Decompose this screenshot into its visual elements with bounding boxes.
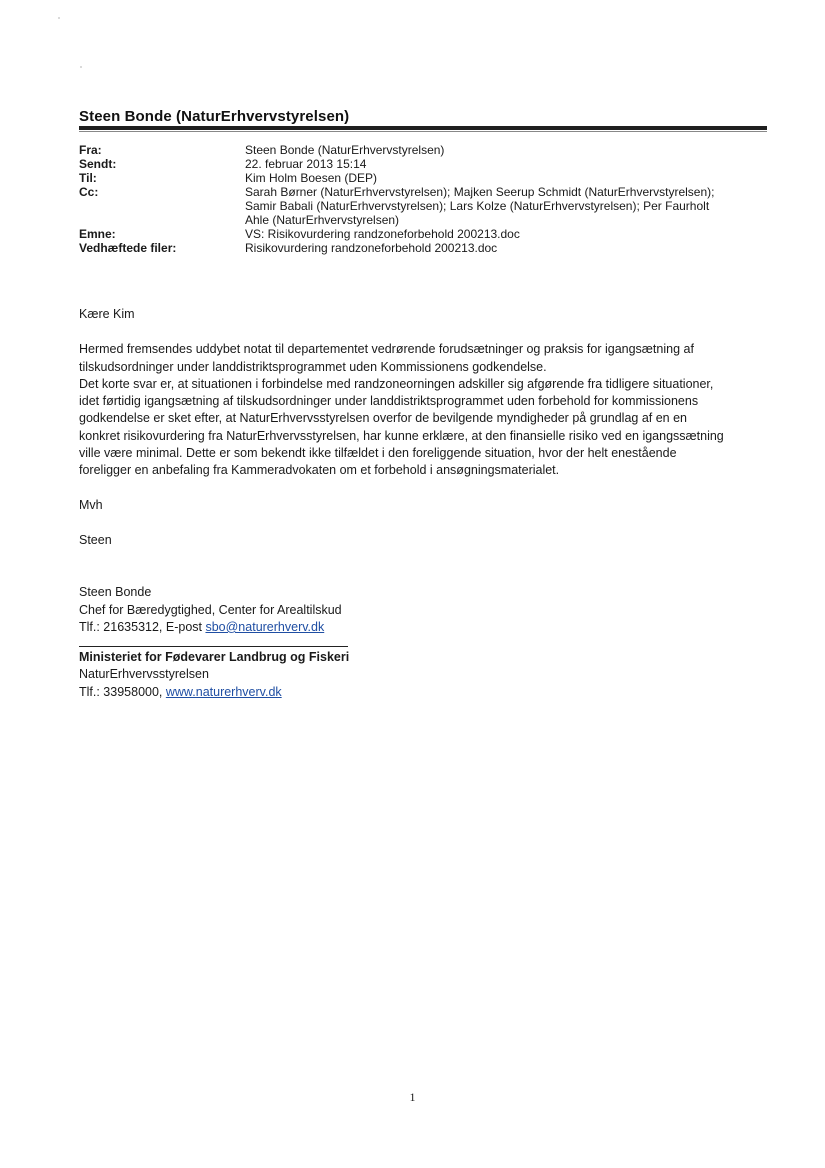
header-label: Fra: (79, 143, 102, 157)
header-label: Til: (79, 171, 97, 185)
header-row-from (79, 143, 769, 157)
header-value: Risikovurdering randzoneforbehold 200213.doc (245, 241, 498, 255)
body-line: idet førtidig igangsætning af tilskudsordninger under landdistriktsprogrammet uden forbehold for kommissionens (79, 394, 699, 409)
body-line: konkret risikovurdering fra NaturErhvervsstyrelsen, har kunne erklære, at den finansielle risiko ved en igangssætning (79, 428, 724, 443)
agency-name: NaturErhvervsstyrelsen (79, 667, 209, 682)
header-value: Kim Holm Boesen (DEP) (245, 171, 378, 185)
body-line: ville være minimal. Dette er som bekendt ikke tilfældet i den foreliggende situation, hvor der helt enestående (79, 446, 677, 461)
header-row-subject (79, 227, 769, 241)
cc-line: Samir Babali (NaturErhvervstyrelsen); Lars Kolze (NaturErhvervstyrelsen); Per Faurholt (245, 199, 710, 213)
signature-phone: Tlf.: 21635312, E-post (79, 619, 206, 634)
agency-phone: Tlf.: 33958000, (79, 684, 166, 699)
body-line: foreligger en anbefaling fra Kammeradvokaten om et forbehold i ansøgningsmaterialet. (79, 463, 560, 478)
header-value: Steen Bonde (NaturErhvervstyrelsen) (245, 143, 445, 157)
body-line: tilskudsordninger under landdistriktsprogrammet uden Kommissionens godkendelse. (79, 359, 547, 374)
signature-divider (79, 646, 348, 647)
title-rule (79, 126, 767, 130)
agency-contact (79, 684, 769, 701)
scan-speck (80, 66, 82, 68)
greeting: Kære Kim (79, 307, 135, 321)
title-rule-thin (79, 131, 767, 132)
header-label: Vedhæftede filer: (79, 241, 177, 255)
signoff: Mvh (79, 497, 103, 512)
sender-title: Steen Bonde (NaturErhvervstyrelsen) (79, 108, 350, 125)
header-label: Cc: (79, 185, 99, 199)
body-line: godkendelse er sket efter, at NaturErhvervsstyrelsen overfor de bevilgende myndigheder på grundlag af en en (79, 411, 688, 426)
header-value: 22. februar 2013 15:14 (245, 157, 367, 171)
header-row-sent (79, 157, 769, 171)
agency-website-link[interactable]: www.naturerhverv.dk (165, 684, 282, 699)
ministry-name: Ministeriet for Fødevarer Landbrug og Fiskeri (79, 650, 350, 665)
body-line: Hermed fremsendes uddybet notat til departementet vedrørende forudsætninger og praksis for igangsætning af (79, 342, 694, 357)
signature-block (79, 584, 769, 701)
header-row-cc (79, 185, 769, 227)
signoff-name: Steen (79, 532, 112, 547)
email-headers (79, 143, 769, 255)
email-body (79, 306, 769, 701)
signature-role: Chef for Bæredygtighed, Center for Arealtilskud (79, 602, 342, 617)
header-label: Sendt: (79, 157, 117, 171)
signature-email-link[interactable]: sbo@naturerhverv.dk (205, 619, 325, 634)
header-value: VS: Risikovurdering randzoneforbehold 200213.doc (245, 227, 520, 241)
header-value (245, 185, 769, 227)
signature-contact (79, 619, 769, 636)
header-row-attachments (79, 241, 769, 255)
cc-line: Sarah Børner (NaturErhvervstyrelsen); Majken Seerup Schmidt (NaturErhvervstyrelsen); (245, 185, 715, 199)
header-row-to (79, 171, 769, 185)
scan-speck (58, 17, 60, 19)
signature-name: Steen Bonde (79, 585, 152, 600)
header-label: Emne: (79, 227, 116, 241)
body-line: Det korte svar er, at situationen i forbindelse med randzoneorningen adskiller sig afgørende fra tidligere situationer, (79, 376, 714, 391)
page-number: 1 (409, 1090, 416, 1104)
cc-line: Ahle (NaturErhvervstyrelsen) (245, 213, 400, 227)
body-paragraph (79, 341, 769, 479)
